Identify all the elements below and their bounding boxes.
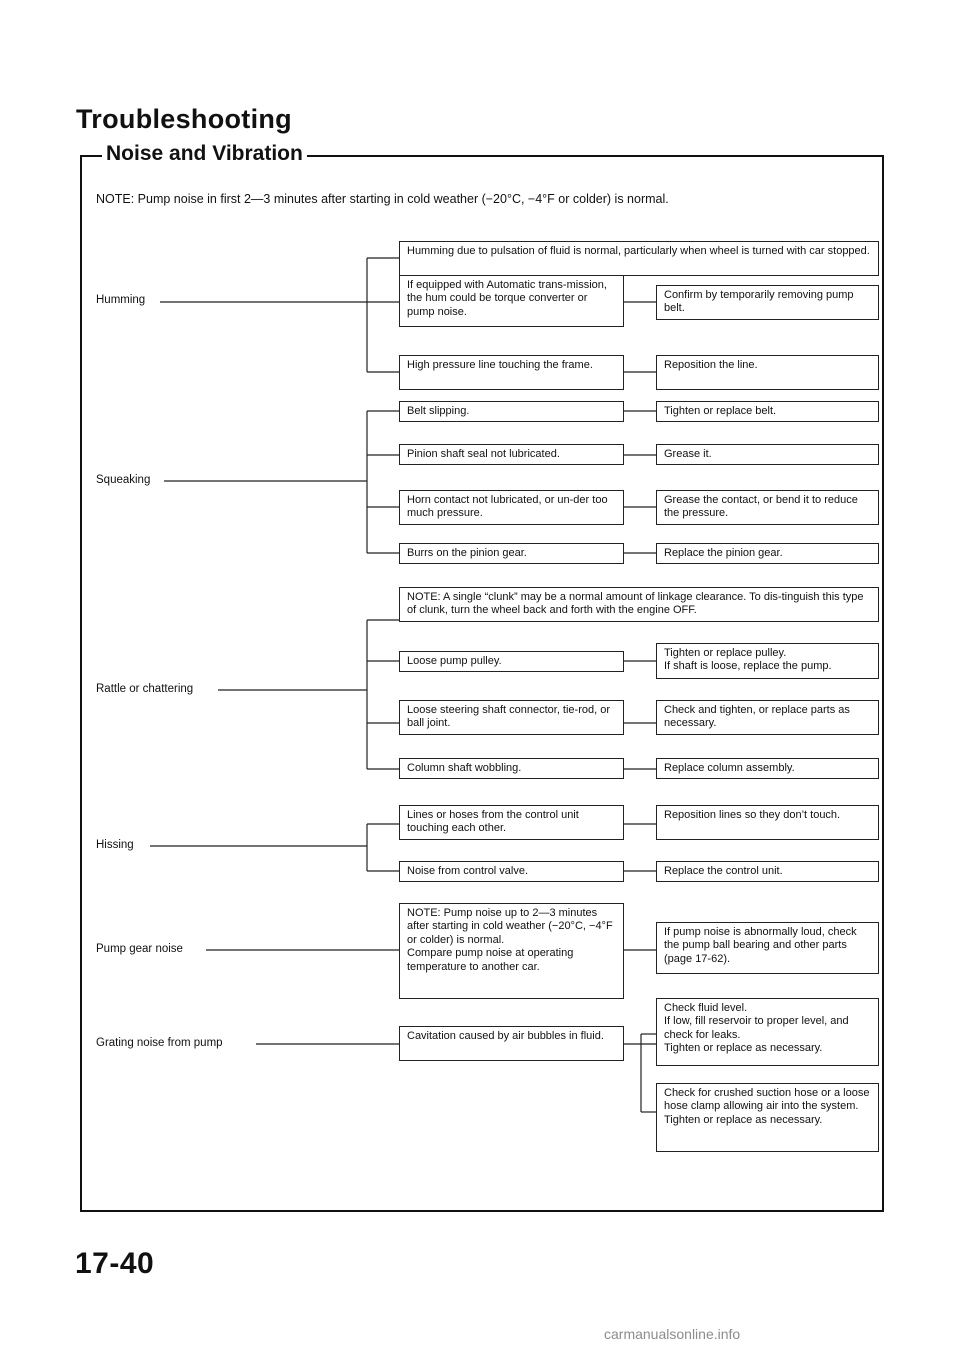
cause-belt-slipping: Belt slipping. (399, 401, 624, 422)
symptom-rattle: Rattle or chattering (96, 683, 194, 695)
remedy-column-wobbling: Replace column assembly. (656, 758, 879, 779)
cause-cavitation: Cavitation caused by air bubbles in fluid. (399, 1026, 624, 1061)
remedy-steering-connector: Check and tighten, or replace parts as necessary. (656, 700, 879, 735)
remedy-belt-slipping: Tighten or replace belt. (656, 401, 879, 422)
page-number: 17-40 (75, 1247, 155, 1280)
remedy-lines-touching: Reposition lines so they don’t touch. (656, 805, 879, 840)
remedy-humming-automatic: Confirm by temporarily removing pump belt. (656, 285, 879, 320)
watermark: carmanualsonline.info (604, 1326, 741, 1342)
cause-column-wobbling: Column shaft wobbling. (399, 758, 624, 779)
remedy-control-valve: Replace the control unit. (656, 861, 879, 882)
symptom-pump-gear: Pump gear noise (96, 943, 183, 955)
cause-lines-touching: Lines or hoses from the control unit touching each other. (399, 805, 624, 840)
cause-humming-line: High pressure line touching the frame. (399, 355, 624, 390)
page-title: Troubleshooting (76, 104, 292, 134)
section-heading: Noise and Vibration (102, 142, 307, 166)
remedy-humming-line: Reposition the line. (656, 355, 879, 390)
remedy-loose-pulley: Tighten or replace pulley. If shaft is loose, replace the pump. (656, 643, 879, 679)
remedy-horn-contact: Grease the contact, or bend it to reduce the pressure. (656, 490, 879, 525)
cause-pinion-burrs: Burrs on the pinion gear. (399, 543, 624, 564)
note-pump-gear: NOTE: Pump noise up to 2—3 minutes after starting in cold weather (−20°C, −4°F or colder) is normal. Compare pump noise at operating temperature to another car. (399, 903, 624, 999)
cause-humming-automatic: If equipped with Automatic trans-mission, the hum could be torque converter or pump noise. (399, 275, 624, 327)
remedy-pump-gear: If pump noise is abnormally loud, check the pump ball bearing and other parts (page 17-62). (656, 922, 879, 974)
general-note: NOTE: Pump noise in first 2—3 minutes after starting in cold weather (−20°C, −4°F or colder) is normal. (96, 192, 669, 206)
cause-loose-pulley: Loose pump pulley. (399, 651, 624, 672)
symptom-grating: Grating noise from pump (96, 1037, 223, 1049)
symptom-humming: Humming (96, 294, 146, 306)
remedy-check-hose: Check for crushed suction hose or a loose hose clamp allowing air into the system. Tighten or replace as necessary. (656, 1083, 879, 1152)
cause-steering-connector: Loose steering shaft connector, tie-rod, or ball joint. (399, 700, 624, 735)
remedy-check-fluid: Check fluid level. If low, fill reservoir to proper level, and check for leaks. Tighten or replace as necessary. (656, 998, 879, 1066)
cause-control-valve: Noise from control valve. (399, 861, 624, 882)
symptom-hissing: Hissing (96, 839, 134, 851)
cause-horn-contact: Horn contact not lubricated, or un-der too much pressure. (399, 490, 624, 525)
remedy-pinion-burrs: Replace the pinion gear. (656, 543, 879, 564)
cause-pinion-seal: Pinion shaft seal not lubricated. (399, 444, 624, 465)
note-clunk: NOTE: A single “clunk” may be a normal amount of linkage clearance. To dis-tinguish this type of clunk, turn the wheel back and forth with the engine OFF. (399, 587, 879, 622)
symptom-squeaking: Squeaking (96, 474, 151, 486)
remedy-pinion-seal: Grease it. (656, 444, 879, 465)
cause-humming-pulsation: Humming due to pulsation of fluid is normal, particularly when wheel is turned with car stopped. (399, 241, 879, 276)
